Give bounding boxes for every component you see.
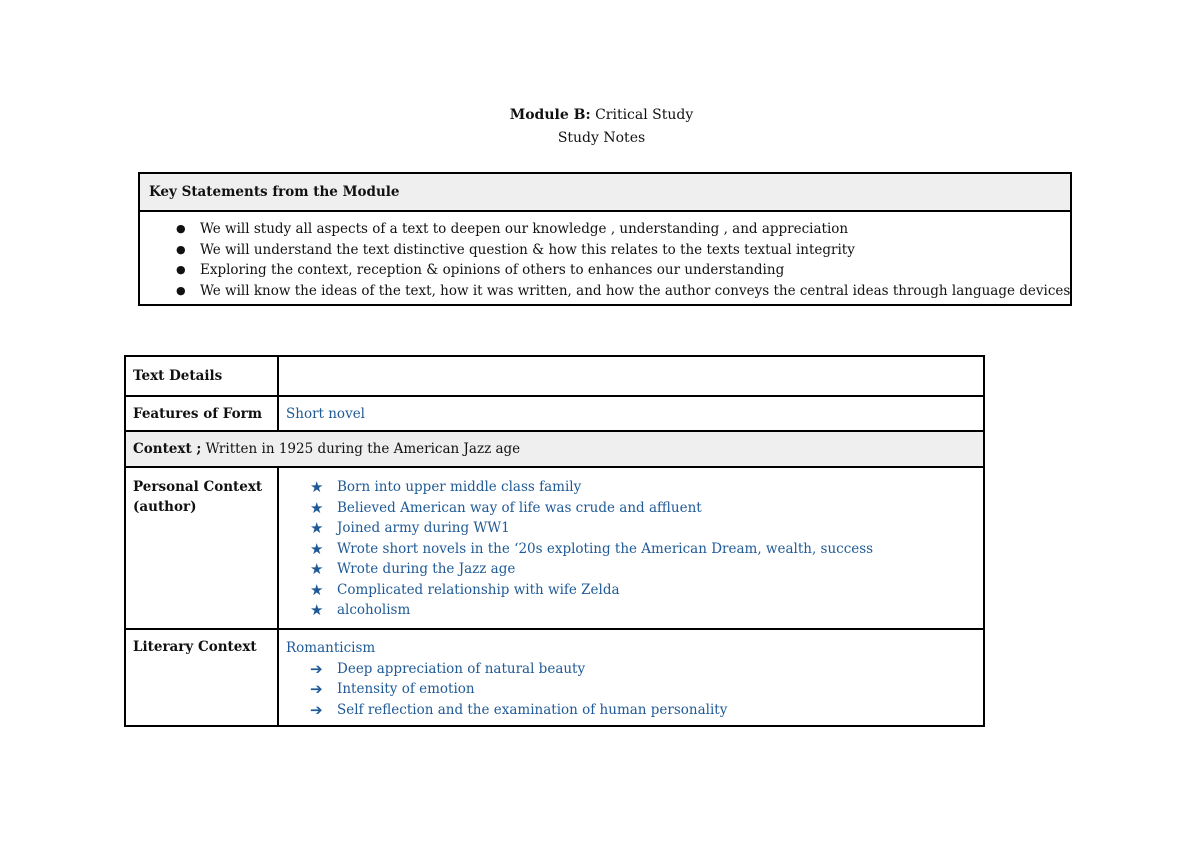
list-item-text: alcoholism xyxy=(337,602,411,618)
arrow-right-icon: ➔ xyxy=(310,680,323,698)
list-item xyxy=(176,260,1070,281)
list-item xyxy=(310,518,976,539)
star-icon: ★ xyxy=(310,580,324,599)
star-icon: ★ xyxy=(310,539,324,558)
list-item xyxy=(176,219,1070,240)
star-icon: ★ xyxy=(310,519,324,537)
list-item-text: Joined army during WW1 xyxy=(337,520,510,536)
table-row xyxy=(125,629,984,727)
star-icon: ★ xyxy=(310,601,324,619)
document-title-block xyxy=(0,104,1200,150)
star-icon: ★ xyxy=(310,498,324,517)
list-item xyxy=(310,700,976,721)
literary-context-cell xyxy=(278,629,984,727)
text-details-value xyxy=(278,356,984,396)
bullet-icon: ● xyxy=(176,263,186,276)
list-item xyxy=(310,600,976,621)
literary-context-heading: Romanticism xyxy=(286,639,376,656)
list-item xyxy=(310,679,976,700)
context-value: Written in 1925 during the American Jazz age xyxy=(205,441,521,457)
table-row xyxy=(125,356,984,396)
list-item xyxy=(310,580,976,601)
list-item-text: Exploring the context, reception & opinions of others to enhances our understanding xyxy=(200,262,785,278)
literary-context-list xyxy=(286,659,976,721)
personal-context-label: Personal Context (author) xyxy=(125,467,278,629)
key-statements-table xyxy=(138,172,1072,306)
text-details-label: Text Details xyxy=(125,356,278,396)
list-item xyxy=(310,498,976,519)
list-item-text: Intensity of emotion xyxy=(337,681,475,697)
list-item-text: Believed American way of life was crude and affluent xyxy=(337,499,702,516)
star-icon: ★ xyxy=(310,478,324,496)
list-item xyxy=(310,477,976,498)
list-item-text: Born into upper middle class family xyxy=(337,479,582,495)
document-subtitle: Study Notes xyxy=(557,130,646,146)
list-item xyxy=(310,539,976,560)
star-icon: ★ xyxy=(310,560,324,578)
bullet-icon: ● xyxy=(176,242,186,256)
literary-context-label: Literary Context xyxy=(125,629,278,727)
list-item-text: Wrote during the Jazz age xyxy=(337,561,516,577)
list-item-text: We will study all aspects of a text to deepen our knowledge , understanding , and appreciation xyxy=(200,221,849,237)
module-title xyxy=(0,104,1200,127)
features-of-form-label: Features of Form xyxy=(125,396,278,431)
context-row xyxy=(125,431,984,467)
personal-context-cell xyxy=(278,467,984,629)
list-item xyxy=(176,281,1071,302)
arrow-right-icon: ➔ xyxy=(310,700,323,719)
list-item-text: We will understand the text distinctive question & how this relates to the texts textual integrity xyxy=(200,241,855,258)
list-item-text: Complicated relationship with wife Zelda xyxy=(337,581,620,598)
features-of-form-value: Short novel xyxy=(278,396,984,431)
table-row xyxy=(125,396,984,431)
list-item xyxy=(310,659,976,680)
personal-context-list xyxy=(286,477,976,621)
list-item-text: We will know the ideas of the text, how it was written, and how the author conveys the central ideas through language devices xyxy=(200,282,1071,299)
key-statements-list xyxy=(140,219,1070,301)
list-item-text: Self reflection and the examination of human personality xyxy=(337,701,728,718)
list-item xyxy=(176,240,1070,261)
key-statements-body xyxy=(139,211,1071,305)
module-title-rest: Critical Study xyxy=(595,107,694,123)
module-title-bold: Module B: xyxy=(509,107,591,123)
list-item xyxy=(310,559,976,580)
bullet-icon: ● xyxy=(176,283,186,297)
arrow-right-icon: ➔ xyxy=(310,659,323,678)
table-row xyxy=(125,467,984,629)
list-item-text: Deep appreciation of natural beauty xyxy=(337,660,586,677)
table-row xyxy=(125,431,984,467)
key-statements-heading: Key Statements from the Module xyxy=(139,173,1071,211)
context-label: Context ; xyxy=(133,441,202,457)
bullet-icon: ● xyxy=(176,222,186,235)
list-item-text: Wrote short novels in the ‘20s exploting the American Dream, wealth, success xyxy=(337,540,874,557)
text-details-table xyxy=(124,355,985,727)
